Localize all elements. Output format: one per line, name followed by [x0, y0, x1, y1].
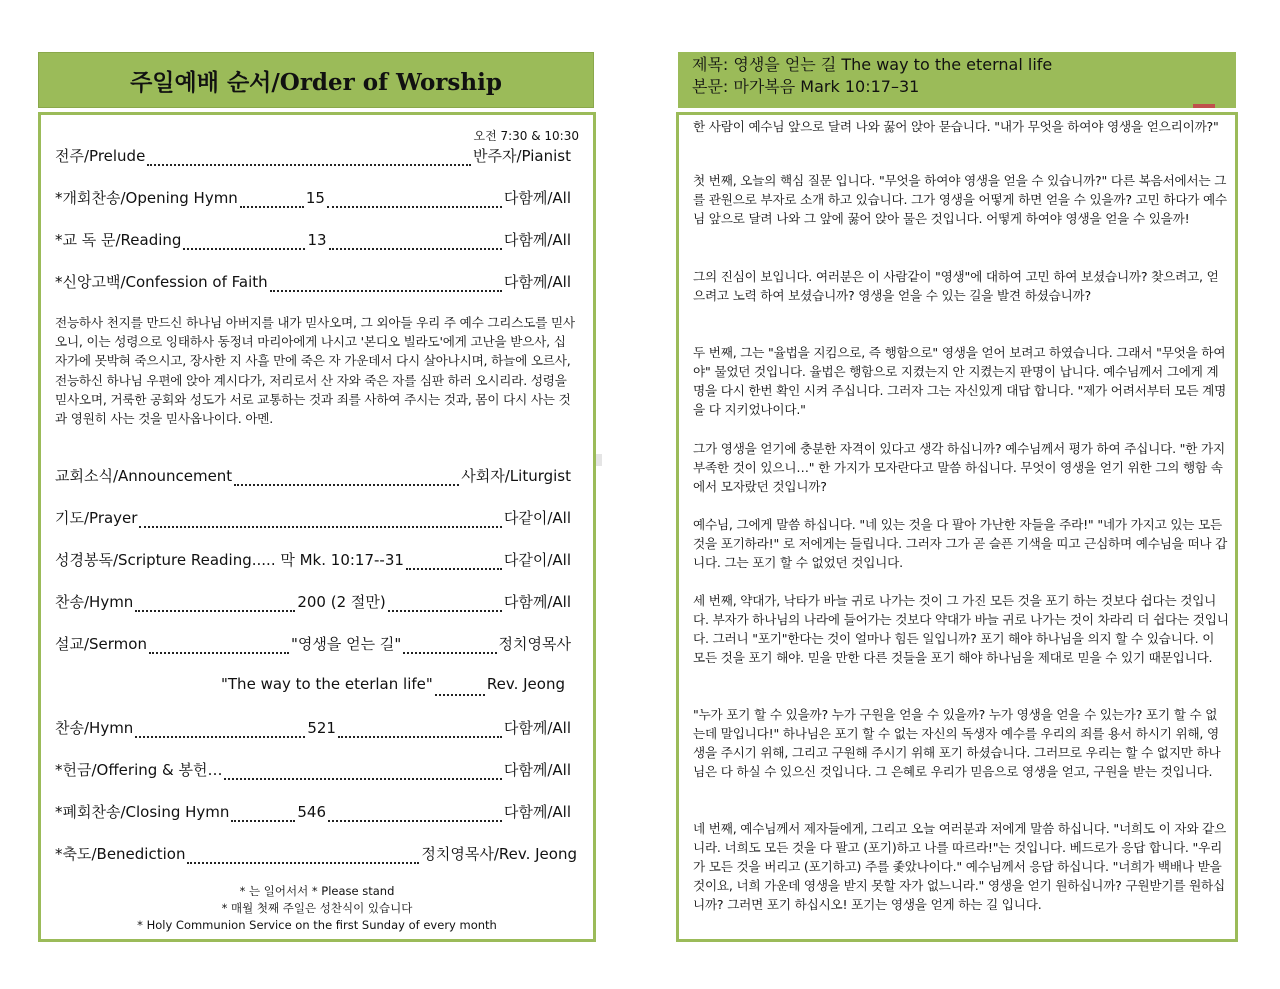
sermon-header — [678, 52, 1236, 108]
program-item-offering: *헌금/Offering & 봉헌… 다함께/All — [55, 761, 571, 779]
apostles-creed: 전능하사 천지를 만드신 하나님 아버지를 내가 믿사오며, 그 외아들 우리 주 예수 그리스도를 믿사오니, 이는 성령으로 잉태하사 동정녀 마리아에게 나시고 '본디오 빌라도'에게 고난을 받으사, 십자가에 못박혀 죽으시고, 장사한 지 사흘 만에 죽은 자 가운데서 다시 살아나시며, 하늘에 오르사, 전능하신 하나님 우편에 앉아 계시다가, 저리로서 산 자와 죽은 자를 심판 하러 오시리라. 성령을 믿사오며, 거룩한 공회와 성도가 서로 교통하는 것과 죄를 사하여 주시는 것과, 몸이 다시 사는 것과 영원히 사는 것을 믿사옵나이다. 아멘. — [55, 315, 575, 427]
sermon-box — [676, 112, 1238, 942]
program-item-closing-hymn: *폐회찬송/Closing Hymn 546 다함께/All — [55, 803, 571, 821]
sermon-scripture: 본문: 마가복음 Mark 10:17–31 — [692, 77, 920, 96]
order-of-worship-header — [38, 52, 594, 108]
page-divider-mark — [596, 454, 602, 466]
program-item-reading: *교 독 문/Reading 13 다함께/All — [55, 231, 571, 249]
footnote-stand: * 는 일어서서 * Please stand — [239, 884, 395, 898]
sermon-paragraph: 그의 진심이 보입니다. 여러분은 이 사람같이 "영생"에 대하여 고민 하여 보셨습니까? 찾으려고, 얻으려고 노력 하여 보셨습니까? 영생을 얻을 수 있는 길을 발견 하셨습니까? — [693, 269, 1219, 303]
program-item-prayer: 기도/Prayer 다같이/All — [55, 509, 571, 527]
footnote-communion-korean: * 매월 첫째 주일은 성찬식이 있습니다 — [221, 901, 413, 915]
sermon-paragraph: 첫 번째, 오늘의 핵심 질문 입니다. "무엇을 하여야 영생을 얻을 수 있습니까?" 다른 복음서에서는 그를 관원으로 부자로 소개 하고 있습니다. 그가 영생을 어떻게 하면 얻을 수 있을까? 고민 하다가 예수님 앞으로 달려 나와 그 앞에 꿇어 앉아 물은 것입니다. 어떻게 하여야 영생을 얻을 수 있을까! — [693, 173, 1227, 226]
program-item-hymn-521: 찬송/Hymn 521 다함께/All — [55, 719, 571, 737]
program-item-hymn-200: 찬송/Hymn 200 (2 절만) 다함께/All — [55, 593, 571, 611]
order-of-worship-box — [38, 112, 596, 942]
program-item-sermon-english: "The way to the eterlan life" Rev. Jeong — [221, 675, 565, 697]
program-item-announcement: 교회소식/Announcement 사회자/Liturgist — [55, 467, 571, 485]
program-item-opening-hymn: *개회찬송/Opening Hymn 15 다함께/All — [55, 189, 571, 207]
sermon-paragraph: 세 번째, 약대가, 낙타가 바늘 귀로 나가는 것이 그 가진 모든 것을 포기 하는 것보다 쉽다는 것입니다. 부자가 하나님의 나라에 들어가는 것보다 약대가 바늘 귀로 나가는 것이 차라리 더 쉽다는 것입니다. 그러니 "포기"한다는 것이 얼마나 힘든 일입니까? 포기 해야 하나님을 의지 할 수 있습니다. 이 모든 것을 포기 해야. 믿을 만한 다른 것들을 포기 해야 하나님을 제대로 믿을 수 있기 때문입니다. — [693, 593, 1229, 665]
service-times: 오전 7:30 & 10:30 — [473, 129, 579, 143]
page-title: 주일예배 순서/Order of Worship — [130, 68, 502, 96]
footnotes — [41, 883, 593, 934]
sermon-paragraph: 예수님, 그에게 말씀 하십니다. "네 있는 것을 다 팔아 가난한 자들을 주라!" "네가 가지고 있는 모든 것을 포기하라!" 로 저에게는 들립니다. 그러자 그가 곧 슬픈 기색을 띠고 근심하며 예수님을 떠나 갑니다. 그는 포기 할 수 없었던 것입니다. — [693, 517, 1228, 570]
program-item-benediction: *축도/Benediction 정치영목사/Rev. Jeong — [55, 845, 577, 863]
sermon-paragraph: 그가 영생을 얻기에 충분한 자격이 있다고 생각 하십니까? 예수님께서 평가 하여 주십니다. "한 가지 부족한 것이 있으니…" 한 가지가 모자란다고 말씀 하십니다. 무엇이 영생을 얻기 위한 그의 행함 속에서 모자랐던 것입니까? — [693, 441, 1225, 494]
sermon-title: 제목: 영생을 얻는 길 The way to the eternal life — [692, 55, 1053, 74]
program-item-scripture: 성경봉독/Scripture Reading..... 막 Mk. 10:17--31 다같이/All — [55, 551, 571, 569]
footnote-communion-english: * Holy Communion Service on the first Sunday of every month — [137, 918, 497, 932]
program-item-prelude: 전주/Prelude 반주자/Pianist — [55, 147, 571, 165]
sermon-paragraph: "누가 포기 할 수 있을까? 누가 구원을 얻을 수 있을까? 누가 영생을 얻을 수 있는가? 포기 할 수 없는데 말입니다!" 하나님은 포기 할 수 없는 자신의 독생자 예수를 우리의 죄를 용서 하시기 위해, 영생을 주시기 위해, 그리고 구원해 주시기 위해 포기 하셨습니다. 그러므로 우리는 할 수 없지만 하나님은 다 하실 수 있으신 것입니다. 그 은혜로 우리가 믿음으로 영생을 얻고, 구원을 받는 것입니다. — [693, 707, 1221, 779]
sermon-paragraph: 네 번째, 예수님께서 제자들에게, 그리고 오늘 여러분과 저에게 말씀 하십니다. "너희도 이 자와 같으니라. 너희도 모든 것을 다 팔고 (포기)하고 나를 따르라!"는 것입니다. 베드로가 응답 합니다. "우리가 모든 것을 버리고 (포기하고) 주를 좇았나이다." 예수님께서 응답 하십니다. "너희가 백배나 받을 것이요, 너희 가운데 영생을 받지 못할 자가 없느니라." 영생을 얻기 원하십니까? 구원받기를 원하십니까? 그러면 포기 하십시오! 포기는 영생을 얻게 하는 길 입니다. — [693, 821, 1227, 912]
sermon-paragraph: 한 사람이 예수님 앞으로 달려 나와 꿇어 앉아 묻습니다. "내가 무엇을 하여야 영생을 얻으리이까?" — [693, 119, 1219, 134]
program-item-confession: *신앙고백/Confession of Faith 다함께/All — [55, 273, 571, 291]
sermon-paragraph: 두 번째, 그는 "율법을 지킴으로, 즉 행함으로" 영생을 얻어 보려고 하였습니다. 그래서 "무엇을 하여야" 물었던 것입니다. 율법은 행함으로 지켰는지 안 지켰는지 판명이 납니다. 예수님께서 그에게 계명을 다시 한번 확인 시켜 주십니다. 그러자 그는 자신있게 대답 합니다. "제가 어려서부터 모든 계명을 다 지키었나이다." — [693, 345, 1227, 417]
header-accent — [1193, 104, 1215, 108]
program-item-sermon: 설교/Sermon "영생을 얻는 길" 정치영목사 — [55, 635, 571, 653]
